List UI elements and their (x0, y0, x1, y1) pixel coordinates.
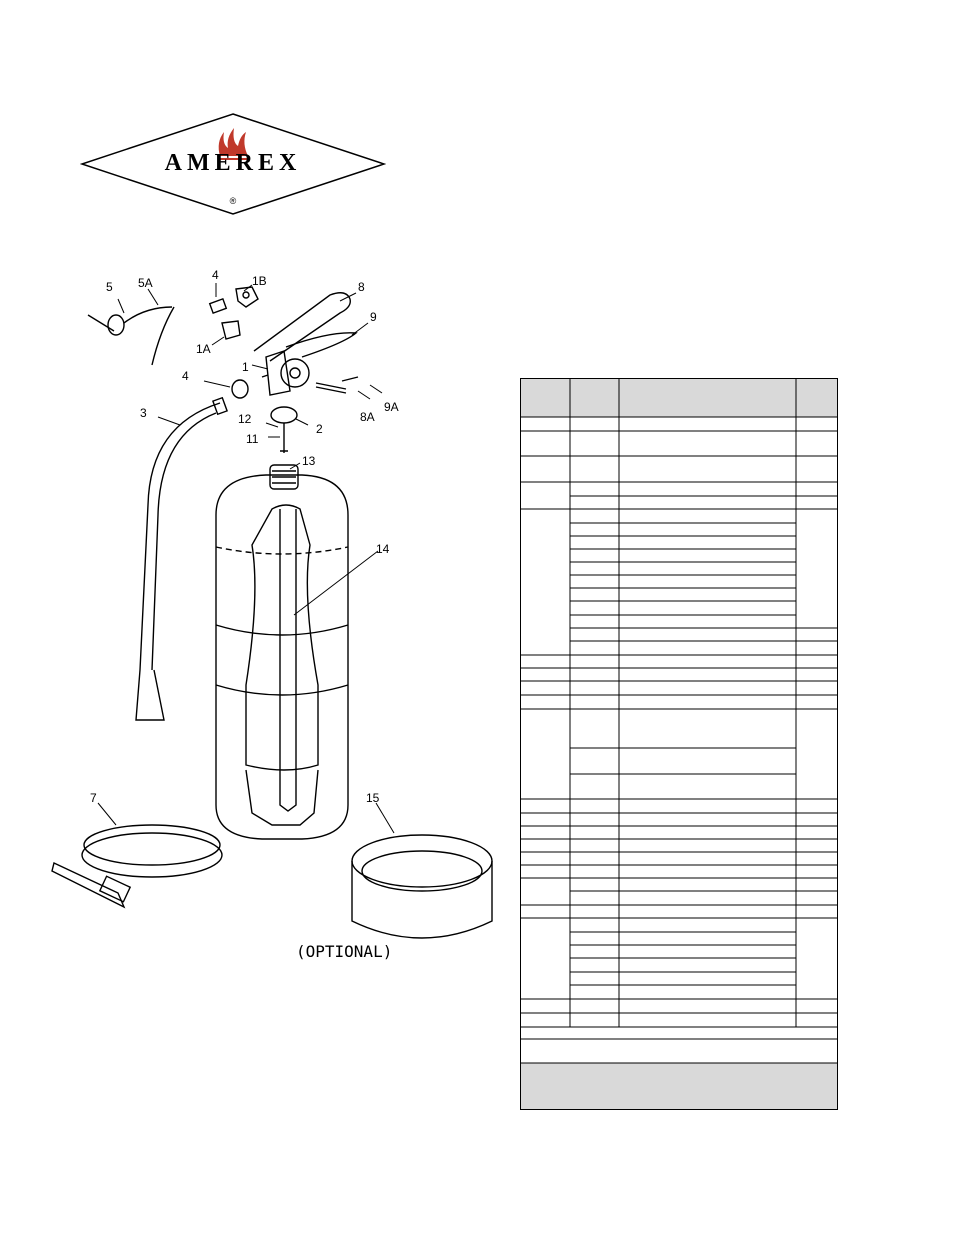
registered-mark: ® (229, 196, 237, 206)
parts-table-grid (521, 379, 837, 1109)
callout-5a: 5A (138, 276, 153, 290)
cylinder-base (352, 835, 492, 938)
parts-list-table (520, 378, 838, 1110)
callout-9: 9 (370, 310, 377, 324)
ring-pin (88, 307, 174, 365)
callout-7: 7 (90, 791, 97, 805)
operating-lever (286, 333, 356, 357)
callout-1: 1 (242, 360, 249, 374)
siphon-collar (270, 465, 298, 489)
callout-4-top: 4 (212, 268, 219, 282)
handle-pin (316, 383, 346, 393)
exploded-parts-diagram (40, 265, 510, 975)
wall-bracket-strap (52, 825, 222, 907)
callout-5: 5 (106, 280, 113, 294)
mounting-bracket-parts (210, 287, 258, 339)
valve-body (262, 351, 309, 395)
callout-1b: 1B (252, 274, 267, 288)
callout-8a: 8A (360, 410, 375, 424)
callout-1a: 1A (196, 342, 211, 356)
valve-stem (280, 423, 288, 453)
table-header (521, 379, 837, 417)
callout-8: 8 (358, 280, 365, 294)
brand-wordmark: AMEREX (164, 150, 302, 176)
amerex-logo (80, 112, 386, 216)
callout-9a: 9A (384, 400, 399, 414)
collar-o-ring (271, 407, 297, 423)
discharge-hose (136, 398, 227, 720)
callout-4-mid: 4 (182, 369, 189, 383)
callout-15: 15 (366, 791, 380, 805)
lever-pin (342, 377, 358, 381)
callout-2: 2 (316, 422, 323, 436)
table-footer (521, 1063, 837, 1109)
callout-11: 11 (246, 432, 259, 446)
valve-o-ring (232, 380, 248, 398)
callout-13: 13 (302, 454, 316, 468)
optional-note: (OPTIONAL) (296, 942, 393, 961)
cylinder (216, 475, 348, 839)
callout-3: 3 (140, 406, 147, 420)
callout-12: 12 (238, 412, 252, 426)
callout-14: 14 (376, 542, 390, 556)
carry-handle (254, 293, 350, 361)
